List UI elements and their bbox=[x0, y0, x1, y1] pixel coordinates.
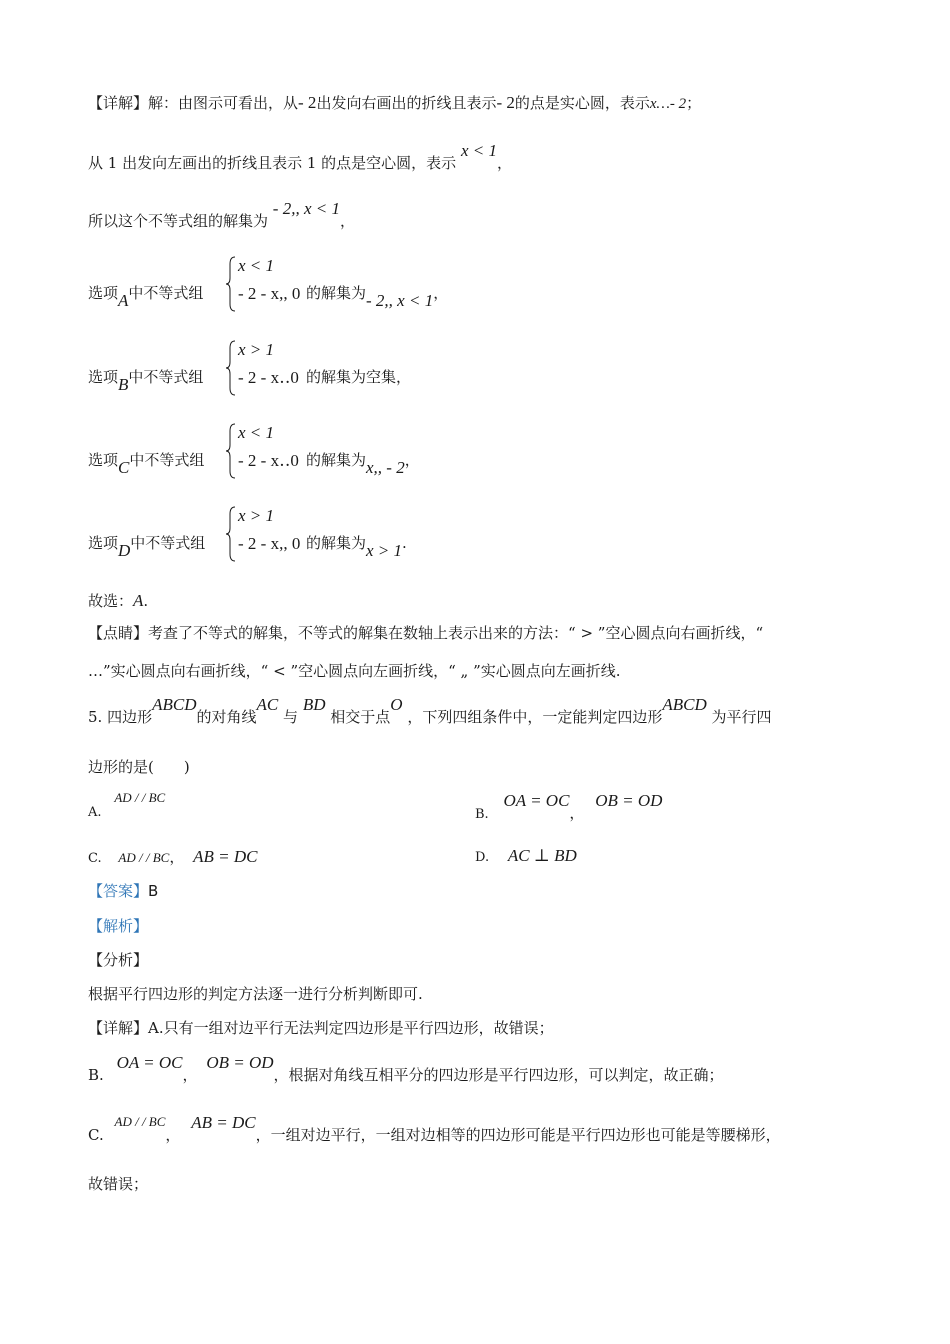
option-letter: B bbox=[118, 375, 129, 394]
punct: ， bbox=[169, 848, 185, 866]
math-expression: OA = OC bbox=[116, 1053, 183, 1072]
choose-line bbox=[88, 590, 148, 611]
text: 四边形 bbox=[107, 708, 153, 726]
math-expression: - 2,, x < 1 bbox=[272, 199, 340, 218]
inequality-system-c bbox=[226, 423, 306, 479]
choice-label: B. bbox=[475, 807, 489, 822]
tip-line-2 bbox=[88, 660, 621, 681]
analysis-heading bbox=[88, 915, 148, 936]
text: 【点睛】考查了不等式的解集，不等式的解集在数轴上表示出来的方法：“ > ”空心圆点向右画折线，“ bbox=[88, 624, 764, 642]
punct: ； bbox=[686, 94, 702, 112]
text: 【详解】解：由图示可看出，从 bbox=[88, 94, 299, 112]
text: 的解集为 bbox=[306, 284, 367, 302]
math-expression: OB = OD bbox=[206, 1053, 274, 1072]
option-letter: A bbox=[118, 291, 129, 310]
text: 选项 bbox=[88, 451, 119, 469]
inequality-system-d bbox=[226, 506, 306, 562]
text: 的解集为空集， bbox=[306, 368, 412, 386]
detail-a bbox=[88, 1017, 554, 1038]
choice-label: B. bbox=[88, 1066, 104, 1084]
fenxi-heading bbox=[88, 949, 148, 970]
text: 选项 bbox=[88, 284, 119, 302]
text: 中不等式组 bbox=[129, 451, 205, 469]
math-expression: x < 1 bbox=[460, 141, 497, 160]
choice-label: D. bbox=[475, 850, 490, 865]
punct: ， bbox=[404, 451, 420, 469]
answer-letter: A bbox=[133, 591, 144, 610]
option-c-line bbox=[88, 449, 205, 477]
text: 根据平行四边形的判定方法逐一进行分析判断即可. bbox=[88, 985, 423, 1003]
punct: ， bbox=[569, 804, 585, 822]
math-expression: OA = OC bbox=[503, 791, 570, 810]
math-value: - 2 bbox=[496, 93, 515, 112]
system-row-2: - 2 - x‥0 bbox=[238, 451, 299, 470]
text: 选项 bbox=[88, 534, 119, 552]
text: 故错误； bbox=[88, 1175, 149, 1193]
text: 从 1 出发向左画出的折线且表示 1 的点是空心圆，表示 bbox=[88, 154, 457, 172]
option-d-line bbox=[88, 532, 206, 560]
choice-label: A. bbox=[88, 805, 102, 820]
math-expression: O bbox=[390, 695, 403, 714]
option-letter: D bbox=[118, 541, 131, 560]
math-expression: x > 1 bbox=[366, 541, 403, 560]
punct: ， bbox=[433, 284, 449, 302]
text: 【分析】 bbox=[88, 951, 149, 969]
answer-label: 【答案】 bbox=[88, 882, 149, 900]
choice-a bbox=[88, 790, 166, 820]
math-expression: x…- 2 bbox=[649, 96, 687, 112]
choice-b bbox=[475, 791, 663, 823]
text: 出发向右画出的折线且表示 bbox=[316, 94, 497, 112]
text: 为平行四 bbox=[711, 708, 772, 726]
text: …”实心圆点向右画折线，“ < ”空心圆点向左画折线，“ „ ”实心圆点向左画折线. bbox=[88, 662, 621, 680]
text: 中不等式组 bbox=[128, 284, 204, 302]
text: 边形的是( ) bbox=[88, 758, 190, 776]
text: 故选： bbox=[88, 592, 134, 610]
punct: ， bbox=[496, 154, 512, 172]
brace-icon bbox=[226, 423, 236, 479]
inequality-system-b bbox=[226, 340, 306, 396]
punct: ， bbox=[182, 1066, 198, 1084]
detail-line-3 bbox=[88, 199, 355, 231]
answer-line bbox=[88, 880, 158, 901]
text: ，根据对角线互相平分的四边形是平行四边形，可以判定，故正确； bbox=[273, 1066, 724, 1084]
choice-label: C. bbox=[88, 851, 102, 866]
punct: . bbox=[143, 592, 149, 610]
text: 相交于点 bbox=[330, 708, 391, 726]
inequality-system-a bbox=[226, 256, 306, 312]
punct: . bbox=[402, 534, 407, 552]
text: 中不等式组 bbox=[128, 368, 204, 386]
option-d-result bbox=[306, 532, 407, 560]
punct: ， bbox=[339, 212, 355, 230]
choice-c bbox=[88, 846, 257, 867]
option-c-result bbox=[306, 449, 420, 477]
detail-line-1 bbox=[88, 92, 701, 113]
answer-value: B bbox=[148, 882, 159, 900]
math-expression: - 2,, x < 1 bbox=[366, 291, 434, 310]
math-expression: AC ⊥ BD bbox=[507, 846, 577, 865]
text: 的解集为 bbox=[306, 451, 367, 469]
detail-c bbox=[88, 1113, 781, 1145]
text: 与 bbox=[283, 708, 299, 726]
math-expression: ABCD bbox=[152, 695, 197, 714]
detail-c-end bbox=[88, 1173, 148, 1194]
brace-icon bbox=[226, 506, 236, 562]
option-letter: C bbox=[118, 458, 130, 477]
brace-icon bbox=[226, 340, 236, 396]
question-5-line-2 bbox=[88, 756, 190, 777]
math-expression: AD / / BC bbox=[114, 1114, 166, 1129]
tip-line-1 bbox=[88, 622, 763, 643]
option-a-result bbox=[306, 282, 449, 310]
detail-line-2 bbox=[88, 141, 512, 173]
system-row-1: x < 1 bbox=[238, 423, 275, 442]
system-row-1: x > 1 bbox=[238, 340, 275, 359]
text: 的对角线 bbox=[196, 708, 257, 726]
option-b-result bbox=[306, 366, 411, 387]
detail-b bbox=[88, 1053, 724, 1085]
math-expression: ABCD bbox=[662, 695, 707, 714]
math-expression: AB = DC bbox=[191, 1113, 256, 1132]
text: 的点是实心圆，表示 bbox=[514, 94, 650, 112]
text: ，一组对边平行，一组对边相等的四边形可能是平行四边形也可能是等腰梯形， bbox=[255, 1126, 781, 1144]
question-number: 5. bbox=[88, 708, 103, 726]
math-value: - 2 bbox=[298, 93, 317, 112]
fenxi-text bbox=[88, 983, 423, 1004]
option-b-line bbox=[88, 366, 204, 394]
punct: ， bbox=[165, 1126, 181, 1144]
text: 中不等式组 bbox=[130, 534, 206, 552]
text: 的解集为 bbox=[306, 534, 367, 552]
text: ，下列四组条件中，一定能判定四边形 bbox=[407, 708, 663, 726]
brace-icon bbox=[226, 256, 236, 312]
math-expression: AC bbox=[256, 695, 279, 714]
system-row-1: x > 1 bbox=[238, 506, 275, 525]
choice-d bbox=[475, 846, 577, 866]
math-expression: AB = DC bbox=[193, 847, 258, 866]
system-row-2: - 2 - x‥0 bbox=[238, 368, 299, 387]
math-expression: OB = OD bbox=[595, 791, 663, 810]
math-expression: x,, - 2 bbox=[366, 458, 405, 477]
option-a-line bbox=[88, 282, 204, 310]
question-5-line-1 bbox=[88, 695, 772, 727]
text: 【详解】A.只有一组对边平行无法判定四边形是平行四边形，故错误； bbox=[88, 1019, 554, 1037]
text: 所以这个不等式组的解集为 bbox=[88, 212, 269, 230]
system-row-2: - 2 - x,, 0 bbox=[238, 534, 301, 553]
choice-label: C. bbox=[88, 1126, 104, 1144]
system-row-1: x < 1 bbox=[238, 256, 275, 275]
math-expression: AD / / BC bbox=[114, 790, 166, 805]
text: 【解析】 bbox=[88, 917, 149, 935]
system-row-2: - 2 - x,, 0 bbox=[238, 284, 301, 303]
text: 选项 bbox=[88, 368, 119, 386]
math-expression: BD bbox=[302, 695, 326, 714]
math-expression: AD / / BC bbox=[118, 850, 170, 865]
